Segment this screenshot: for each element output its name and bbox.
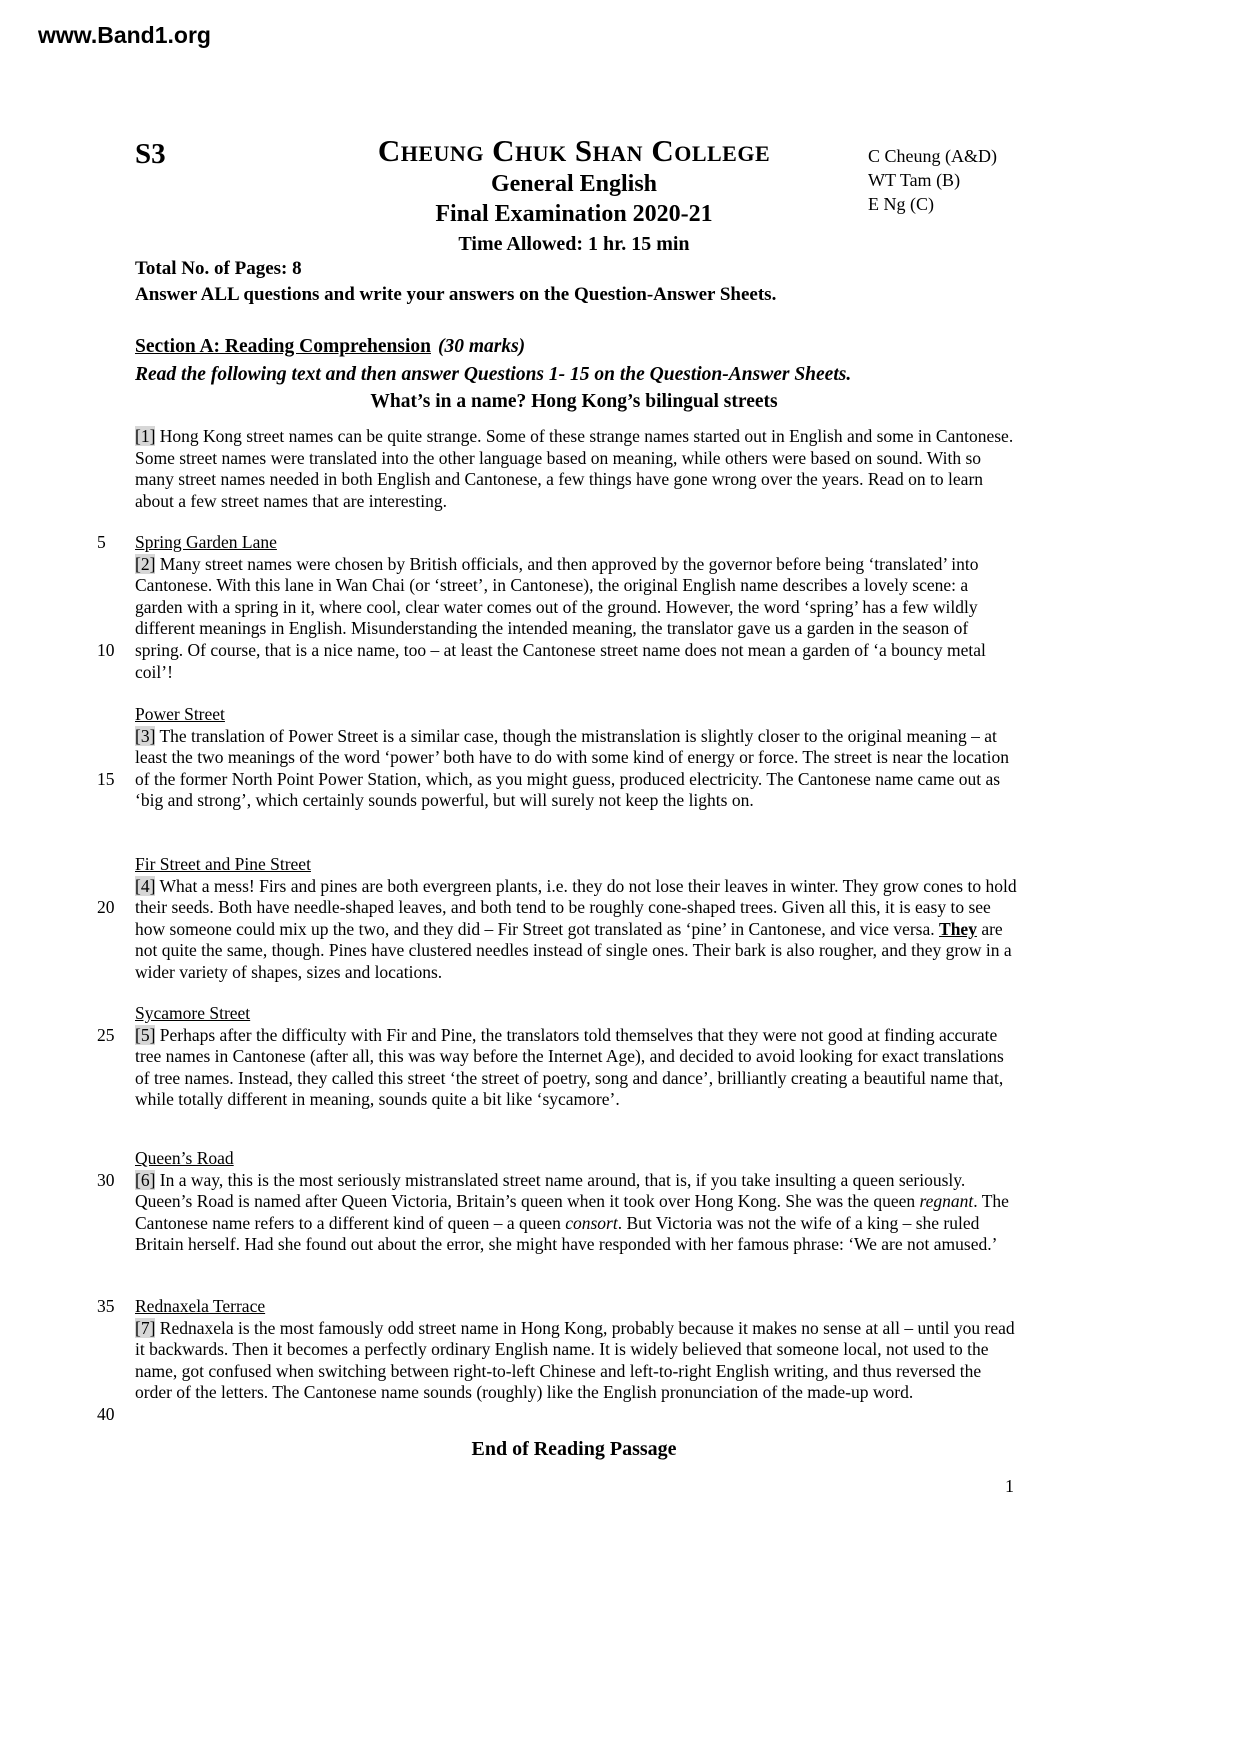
line-number: 35	[97, 1296, 115, 1316]
paragraph-text	[135, 726, 1017, 812]
watermark: www.Band1.org	[38, 22, 211, 48]
paragraph-marker: [1]	[135, 426, 156, 446]
paragraph-marker: [2]	[135, 553, 156, 574]
text-segment: The translation of Power Street is a similar case, though the mistranslation is slightly closer to the original meaning – at least the two meanings of the word ‘power’ both have to do with some kind of energy or force. The street is near the location of the former North Point Power Station, which, as you might guess, produced electricity. The Cantonese name came out as ‘big and strong’, which certainly sounds powerful, but will surely not keep the lights on.	[135, 725, 1009, 811]
street-heading: Fir Street and Pine Street	[135, 854, 311, 874]
line-number: 20	[97, 897, 115, 918]
school-name: Cheung Chuk Shan College	[377, 133, 771, 168]
text-segment: Perhaps after the difficulty with Fir and Pine, the translators told themselves that they were not good at finding accurate tree names in Cantonese (after all, this was way before the Internet Age), and decided to avoid looking for exact translations of tree names. Instead, they called this street ‘the street of poetry, song and dance’, brilliantly creating a beautiful name that, while totally different in meaning, sounds quite a bit like ‘sycamore’.	[135, 1024, 1004, 1110]
teacher-list	[868, 144, 997, 216]
text-segment: Rednaxela is the most famously odd street name in Hong Kong, probably because it makes no sense at all – until you read it backwards. Then it becomes a perfectly ordinary English name. It is widely believed that someone local, not used to the name, got confused when switching between right-to-left Chinese and left-to-right English writing, and thus reversed the order of the letters. The Cantonese name sounds (roughly) like the English pronunciation of the made-up word.	[135, 1317, 1015, 1403]
answer-instruction: Answer ALL questions and write your answers on the Question-Answer Sheets.	[135, 284, 777, 305]
text-segment: What a mess! Firs and pines are both evergreen plants, i.e. they do not lose their leaves in winter. They grow cones to hold their seeds. Both have needle-shaped leaves, and both tend to be roughly cone-shaped trees. Given all this, it is easy to see how someone could mix up the two, and they did – Fir Street got translated as ‘pine’ in Cantonese, and vice versa.	[135, 875, 1017, 939]
text-segment: . But Victoria was not the wife of a king – she ruled Britain herself. Had she found out about the error, she might have responded with her famous phrase: ‘We are not amused.’	[135, 1212, 998, 1255]
street-heading: Spring Garden Lane	[135, 532, 277, 552]
passage-paragraph	[97, 532, 1017, 683]
section-title: Section A: Reading Comprehension	[135, 336, 431, 357]
text-segment: Many street names were chosen by British officials, and then approved by the governor before being ‘translated’ into Cantonese. With this lane in Wan Chai (or ‘street’, in Cantonese), the original English name describes a lovely scene: a garden with a spring in it, where cool, clear water comes out of the ground. However, the word ‘spring’ has a few wildly different meanings in English. Misunderstanding the intended meaning, the translator gave us a garden in the season of spring. Of course, that is a nice name, too – at least the Cantonese street name does not mean a garden of ‘a bouncy metal coil’!	[135, 553, 986, 682]
page-number: 1	[1005, 1476, 1014, 1496]
line-number: 40	[97, 1404, 115, 1424]
paragraph-marker: [7]	[135, 1317, 156, 1338]
text-segment: They	[939, 918, 977, 939]
line-number: 25	[97, 1024, 115, 1045]
passage-paragraph	[97, 1296, 1017, 1424]
text-segment: . The Cantonese name refers to a different kind of queen – a queen	[135, 1191, 1009, 1233]
paragraph-text	[135, 1318, 1017, 1404]
teacher-name: E Ng (C)	[868, 194, 934, 214]
paragraph-text	[135, 1025, 1017, 1111]
passage-paragraph	[97, 704, 1017, 812]
paragraph-marker: [4]	[135, 875, 156, 896]
line-number: 30	[97, 1169, 115, 1190]
paragraph-text	[135, 876, 1017, 984]
line-number: 5	[97, 532, 106, 552]
street-heading: Power Street	[135, 704, 225, 724]
text-segment: In a way, this is the most seriously mistranslated street name around, that is, if you take insulting a queen seriously. Queen’s Road is named after Queen Victoria, Britain’s queen when it took over Hong Kong. She was the queen	[135, 1169, 966, 1212]
section-marks: (30 marks)	[437, 336, 526, 357]
passage-paragraph	[97, 1003, 1017, 1111]
text-segment: Hong Kong street names can be quite strange. Some of these strange names started out in English and some in Cantonese. Some street names were translated into the other language based on meaning, while others were based on sound. With so many street names needed in both English and Cantonese, a few things have gone wrong over the years. Read on to learn about a few street names that are interesting.	[135, 426, 1014, 511]
line-number: 15	[97, 768, 115, 789]
passage-paragraph	[97, 854, 1017, 984]
end-of-passage-note: End of Reading Passage	[471, 1438, 677, 1460]
paragraph-text	[135, 1170, 1017, 1256]
teacher-name: C Cheung (A&D)	[868, 146, 997, 166]
paragraph-marker: [6]	[135, 1169, 156, 1190]
section-heading	[135, 336, 525, 358]
text-segment: consort	[565, 1212, 618, 1233]
text-segment: regnant	[919, 1191, 974, 1212]
street-heading: Rednaxela Terrace	[135, 1296, 266, 1316]
paragraph-marker: [3]	[135, 725, 156, 746]
street-heading: Queen’s Road	[135, 1148, 234, 1168]
passage-paragraph	[135, 426, 1017, 512]
line-number: 10	[97, 640, 115, 660]
section-instruction: Read the following text and then answer Questions 1- 15 on the Question-Answer Sheets.	[135, 364, 852, 385]
paragraph-marker: [5]	[135, 1024, 156, 1045]
subject-title: General English	[490, 171, 658, 197]
class-code: S3	[135, 138, 166, 170]
text-segment: are not quite the same, though. Pines have clustered needles instead of single ones. Their bark is also rougher, and they grow in a wider variety of shapes, sizes and locations.	[135, 918, 1012, 982]
passage-title: What’s in a name? Hong Kong’s bilingual streets	[370, 391, 778, 412]
passage-paragraph	[97, 1148, 1017, 1256]
teacher-name: WT Tam (B)	[868, 170, 961, 190]
exam-title: Final Examination 2020-21	[435, 201, 713, 227]
total-pages: Total No. of Pages: 8	[135, 258, 302, 279]
paragraph-text	[135, 554, 1017, 684]
street-heading: Sycamore Street	[135, 1003, 251, 1023]
time-allowed: Time Allowed: 1 hr. 15 min	[458, 233, 690, 255]
paragraph-text	[135, 426, 1017, 512]
